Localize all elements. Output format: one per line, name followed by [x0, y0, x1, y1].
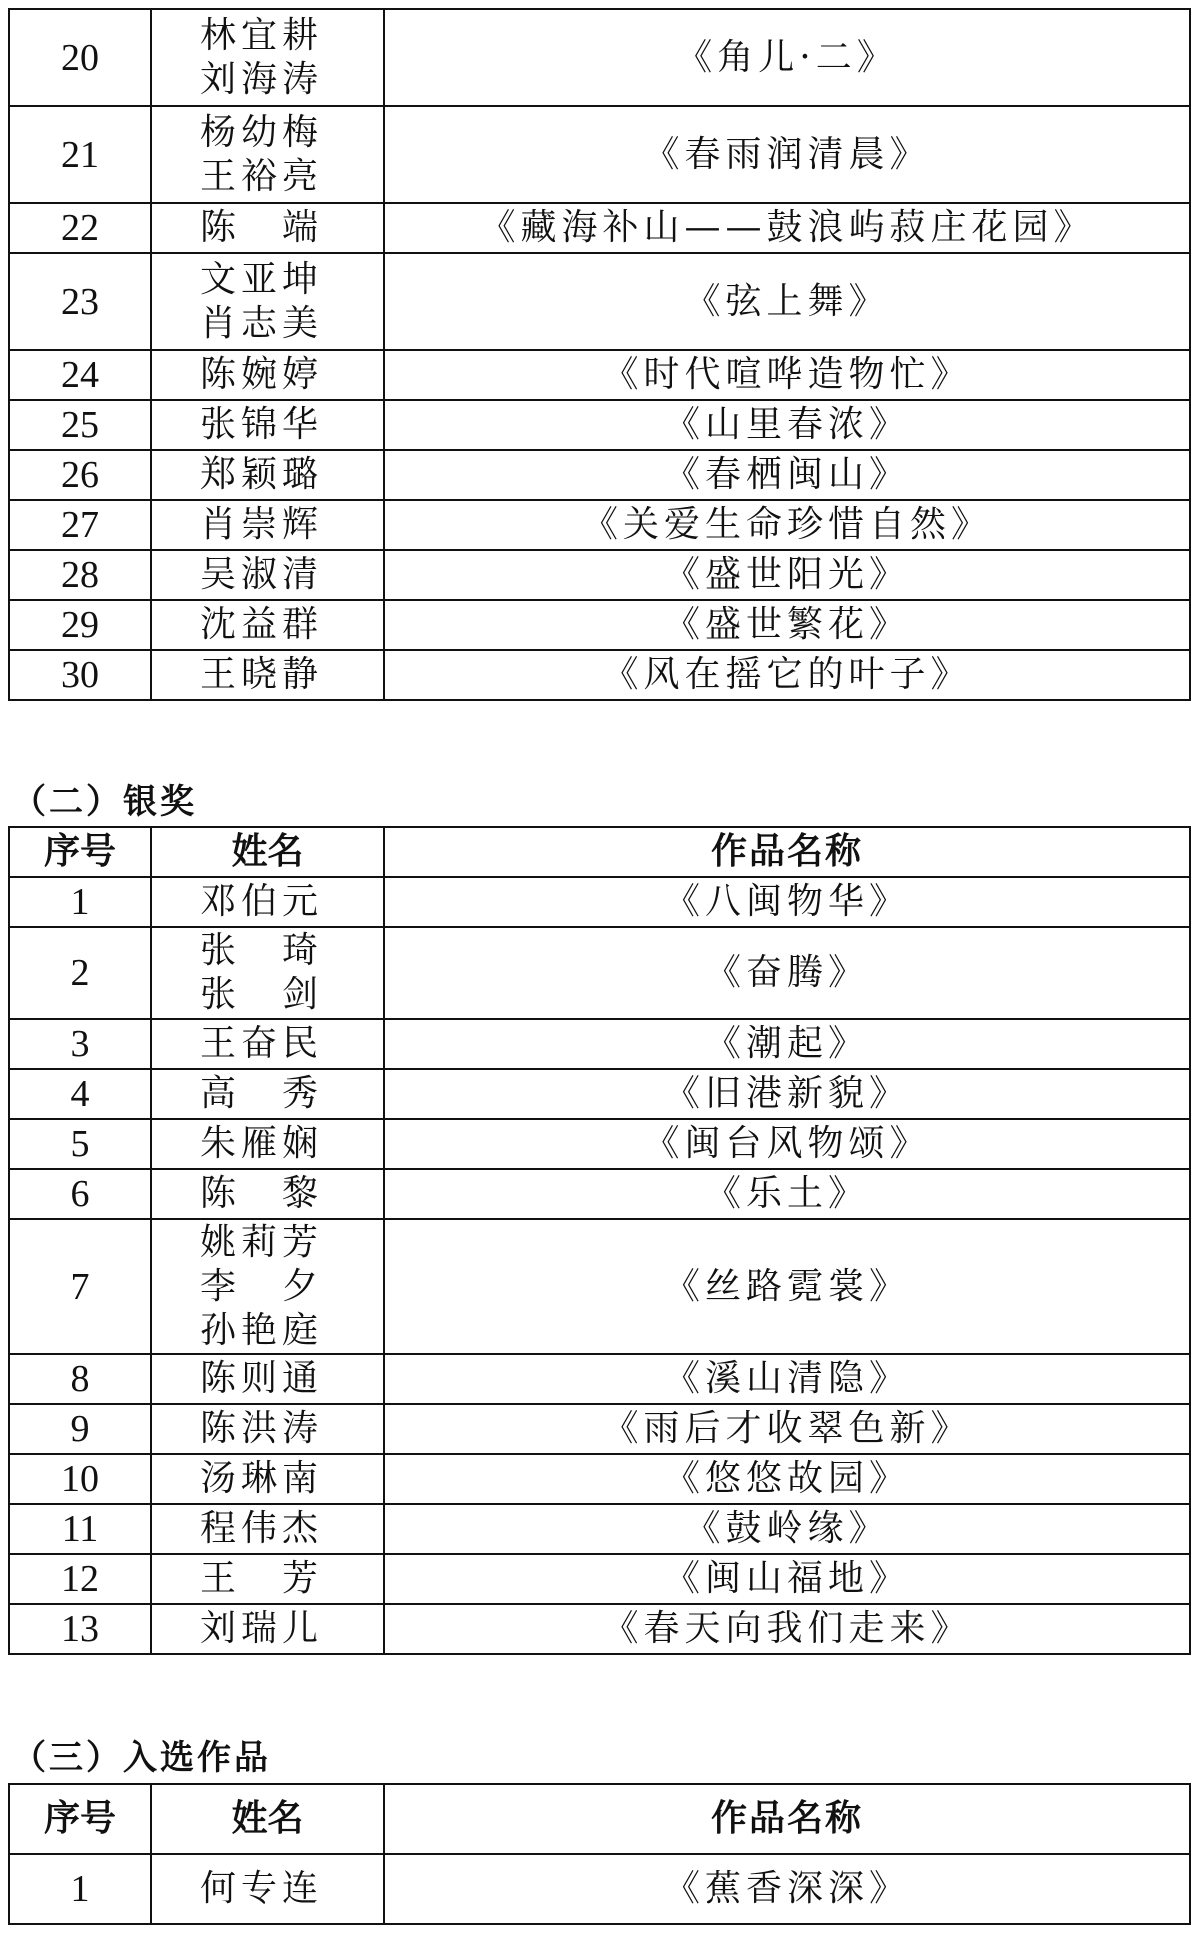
- gold-award-table: [8, 8, 1191, 701]
- header-name: 姓名: [151, 1784, 384, 1854]
- author-name: 吴淑清: [200, 554, 324, 595]
- author-name: 陈则通: [200, 1358, 324, 1399]
- author-name: 汤琳南: [200, 1458, 324, 1499]
- author-name: 文亚坤: [200, 258, 324, 300]
- work-title: 《时代喧哗造物忙》: [384, 350, 1190, 400]
- table-row: [9, 253, 1190, 350]
- row-number: 4: [9, 1069, 151, 1119]
- author-names: [151, 450, 384, 500]
- author-names: [151, 106, 384, 203]
- row-number: 7: [9, 1219, 151, 1354]
- table-row: [9, 1604, 1190, 1654]
- author-name: 林宜耕: [200, 14, 324, 56]
- work-title: 《弦上舞》: [384, 253, 1190, 350]
- work-title: 《春栖闽山》: [384, 450, 1190, 500]
- work-title: 《藏海补山——鼓浪屿菽庄花园》: [384, 203, 1190, 253]
- header-number: 序号: [9, 827, 151, 877]
- author-names: [151, 600, 384, 650]
- work-title: 《丝路霓裳》: [384, 1219, 1190, 1354]
- author-names: [151, 1604, 384, 1654]
- work-title: 《八闽物华》: [384, 877, 1190, 927]
- section-heading-silver: （二）银奖: [12, 782, 197, 822]
- row-number: 6: [9, 1169, 151, 1219]
- author-name: 程伟杰: [200, 1508, 324, 1549]
- row-number: 27: [9, 500, 151, 550]
- author-names: [151, 500, 384, 550]
- work-title: 《潮起》: [384, 1019, 1190, 1069]
- work-title: 《溪山清隐》: [384, 1354, 1190, 1404]
- author-names: [151, 1019, 384, 1069]
- row-number: 13: [9, 1604, 151, 1654]
- author-name: 肖志美: [200, 302, 324, 344]
- table-row: [9, 500, 1190, 550]
- table-row: [9, 350, 1190, 400]
- row-number: 26: [9, 450, 151, 500]
- row-number: 3: [9, 1019, 151, 1069]
- author-name: 朱雁娴: [200, 1123, 324, 1164]
- table-row: [9, 1019, 1190, 1069]
- author-name: 李 夕: [200, 1265, 324, 1307]
- author-names: [151, 253, 384, 350]
- author-name: 陈 黎: [200, 1173, 324, 1214]
- author-names: [151, 650, 384, 700]
- table-header-row: [9, 827, 1190, 877]
- selected-works-table: [8, 1783, 1191, 1925]
- row-number: 9: [9, 1404, 151, 1454]
- author-name: 王裕亮: [200, 155, 324, 197]
- row-number: 25: [9, 400, 151, 450]
- author-names: [151, 1119, 384, 1169]
- author-name: 邓伯元: [200, 881, 324, 922]
- header-title: 作品名称: [384, 1784, 1190, 1854]
- row-number: 30: [9, 650, 151, 700]
- row-number: 1: [9, 877, 151, 927]
- table-row: [9, 600, 1190, 650]
- author-names: [151, 350, 384, 400]
- row-number: 22: [9, 203, 151, 253]
- work-title: 《闽山福地》: [384, 1554, 1190, 1604]
- work-title: 《蕉香深深》: [384, 1854, 1190, 1924]
- author-names: [151, 550, 384, 600]
- section-heading-selected: （三）入选作品: [12, 1738, 271, 1778]
- author-name: 姚莉芳: [200, 1221, 324, 1263]
- author-names: [151, 1454, 384, 1504]
- row-number: 1: [9, 1854, 151, 1924]
- author-name: 高 秀: [200, 1073, 324, 1114]
- author-name: 张锦华: [200, 404, 324, 445]
- work-title: 《悠悠故园》: [384, 1454, 1190, 1504]
- row-number: 8: [9, 1354, 151, 1404]
- row-number: 2: [9, 927, 151, 1019]
- row-number: 5: [9, 1119, 151, 1169]
- author-names: [151, 1404, 384, 1454]
- work-title: 《雨后才收翠色新》: [384, 1404, 1190, 1454]
- author-names: [151, 927, 384, 1019]
- author-names: [151, 1219, 384, 1354]
- row-number: 12: [9, 1554, 151, 1604]
- table-row: [9, 877, 1190, 927]
- author-name: 刘海涛: [200, 58, 324, 100]
- row-number: 21: [9, 106, 151, 203]
- work-title: 《角儿·二》: [384, 9, 1190, 106]
- author-name: 孙艳庭: [200, 1309, 324, 1351]
- author-name: 杨幼梅: [200, 111, 324, 153]
- header-number: 序号: [9, 1784, 151, 1854]
- table-row: [9, 450, 1190, 500]
- author-names: [151, 400, 384, 450]
- author-name: 陈洪涛: [200, 1408, 324, 1449]
- work-title: 《山里春浓》: [384, 400, 1190, 450]
- table-row: [9, 1554, 1190, 1604]
- table-row: [9, 1069, 1190, 1119]
- table-header-row: [9, 1784, 1190, 1854]
- work-title: 《关爱生命珍惜自然》: [384, 500, 1190, 550]
- work-title: 《春雨润清晨》: [384, 106, 1190, 203]
- author-name: 刘瑞儿: [200, 1608, 324, 1649]
- table-row: [9, 927, 1190, 1019]
- table-row: [9, 1119, 1190, 1169]
- author-name: 郑颖璐: [200, 454, 324, 495]
- work-title: 《春天向我们走来》: [384, 1604, 1190, 1654]
- table-row: [9, 1454, 1190, 1504]
- table-row: [9, 106, 1190, 203]
- work-title: 《盛世繁花》: [384, 600, 1190, 650]
- author-name: 王 芳: [200, 1558, 324, 1599]
- author-names: [151, 877, 384, 927]
- author-name: 张 剑: [200, 974, 324, 1015]
- row-number: 24: [9, 350, 151, 400]
- author-names: [151, 9, 384, 106]
- table-row: [9, 1404, 1190, 1454]
- header-title: 作品名称: [384, 827, 1190, 877]
- table-row: [9, 1354, 1190, 1404]
- table-row: [9, 203, 1190, 253]
- work-title: 《奋腾》: [384, 927, 1190, 1019]
- work-title: 《风在摇它的叶子》: [384, 650, 1190, 700]
- author-name: 肖崇辉: [200, 504, 324, 545]
- author-names: [151, 1354, 384, 1404]
- author-names: [151, 1554, 384, 1604]
- work-title: 《盛世阳光》: [384, 550, 1190, 600]
- author-name: 王奋民: [200, 1023, 324, 1064]
- row-number: 28: [9, 550, 151, 600]
- work-title: 《鼓岭缘》: [384, 1504, 1190, 1554]
- row-number: 10: [9, 1454, 151, 1504]
- author-names: [151, 1069, 384, 1119]
- table-row: [9, 550, 1190, 600]
- work-title: 《旧港新貌》: [384, 1069, 1190, 1119]
- table-row: [9, 1219, 1190, 1354]
- table-row: [9, 9, 1190, 106]
- author-name: 王晓静: [200, 654, 324, 695]
- header-name: 姓名: [151, 827, 384, 877]
- table-row: [9, 1504, 1190, 1554]
- table-row: [9, 1854, 1190, 1924]
- row-number: 20: [9, 9, 151, 106]
- row-number: 29: [9, 600, 151, 650]
- silver-award-table: [8, 826, 1191, 1655]
- author-names: [151, 1854, 384, 1924]
- author-name: 陈婉婷: [200, 354, 324, 395]
- work-title: 《乐土》: [384, 1169, 1190, 1219]
- author-name: 张 琦: [200, 930, 324, 971]
- author-name: 何专连: [200, 1868, 324, 1909]
- work-title: 《闽台风物颂》: [384, 1119, 1190, 1169]
- author-name: 沈益群: [200, 604, 324, 645]
- table-row: [9, 650, 1190, 700]
- author-names: [151, 1504, 384, 1554]
- row-number: 11: [9, 1504, 151, 1554]
- author-names: [151, 1169, 384, 1219]
- table-row: [9, 1169, 1190, 1219]
- author-names: [151, 203, 384, 253]
- row-number: 23: [9, 253, 151, 350]
- author-name: 陈 端: [200, 207, 324, 248]
- table-row: [9, 400, 1190, 450]
